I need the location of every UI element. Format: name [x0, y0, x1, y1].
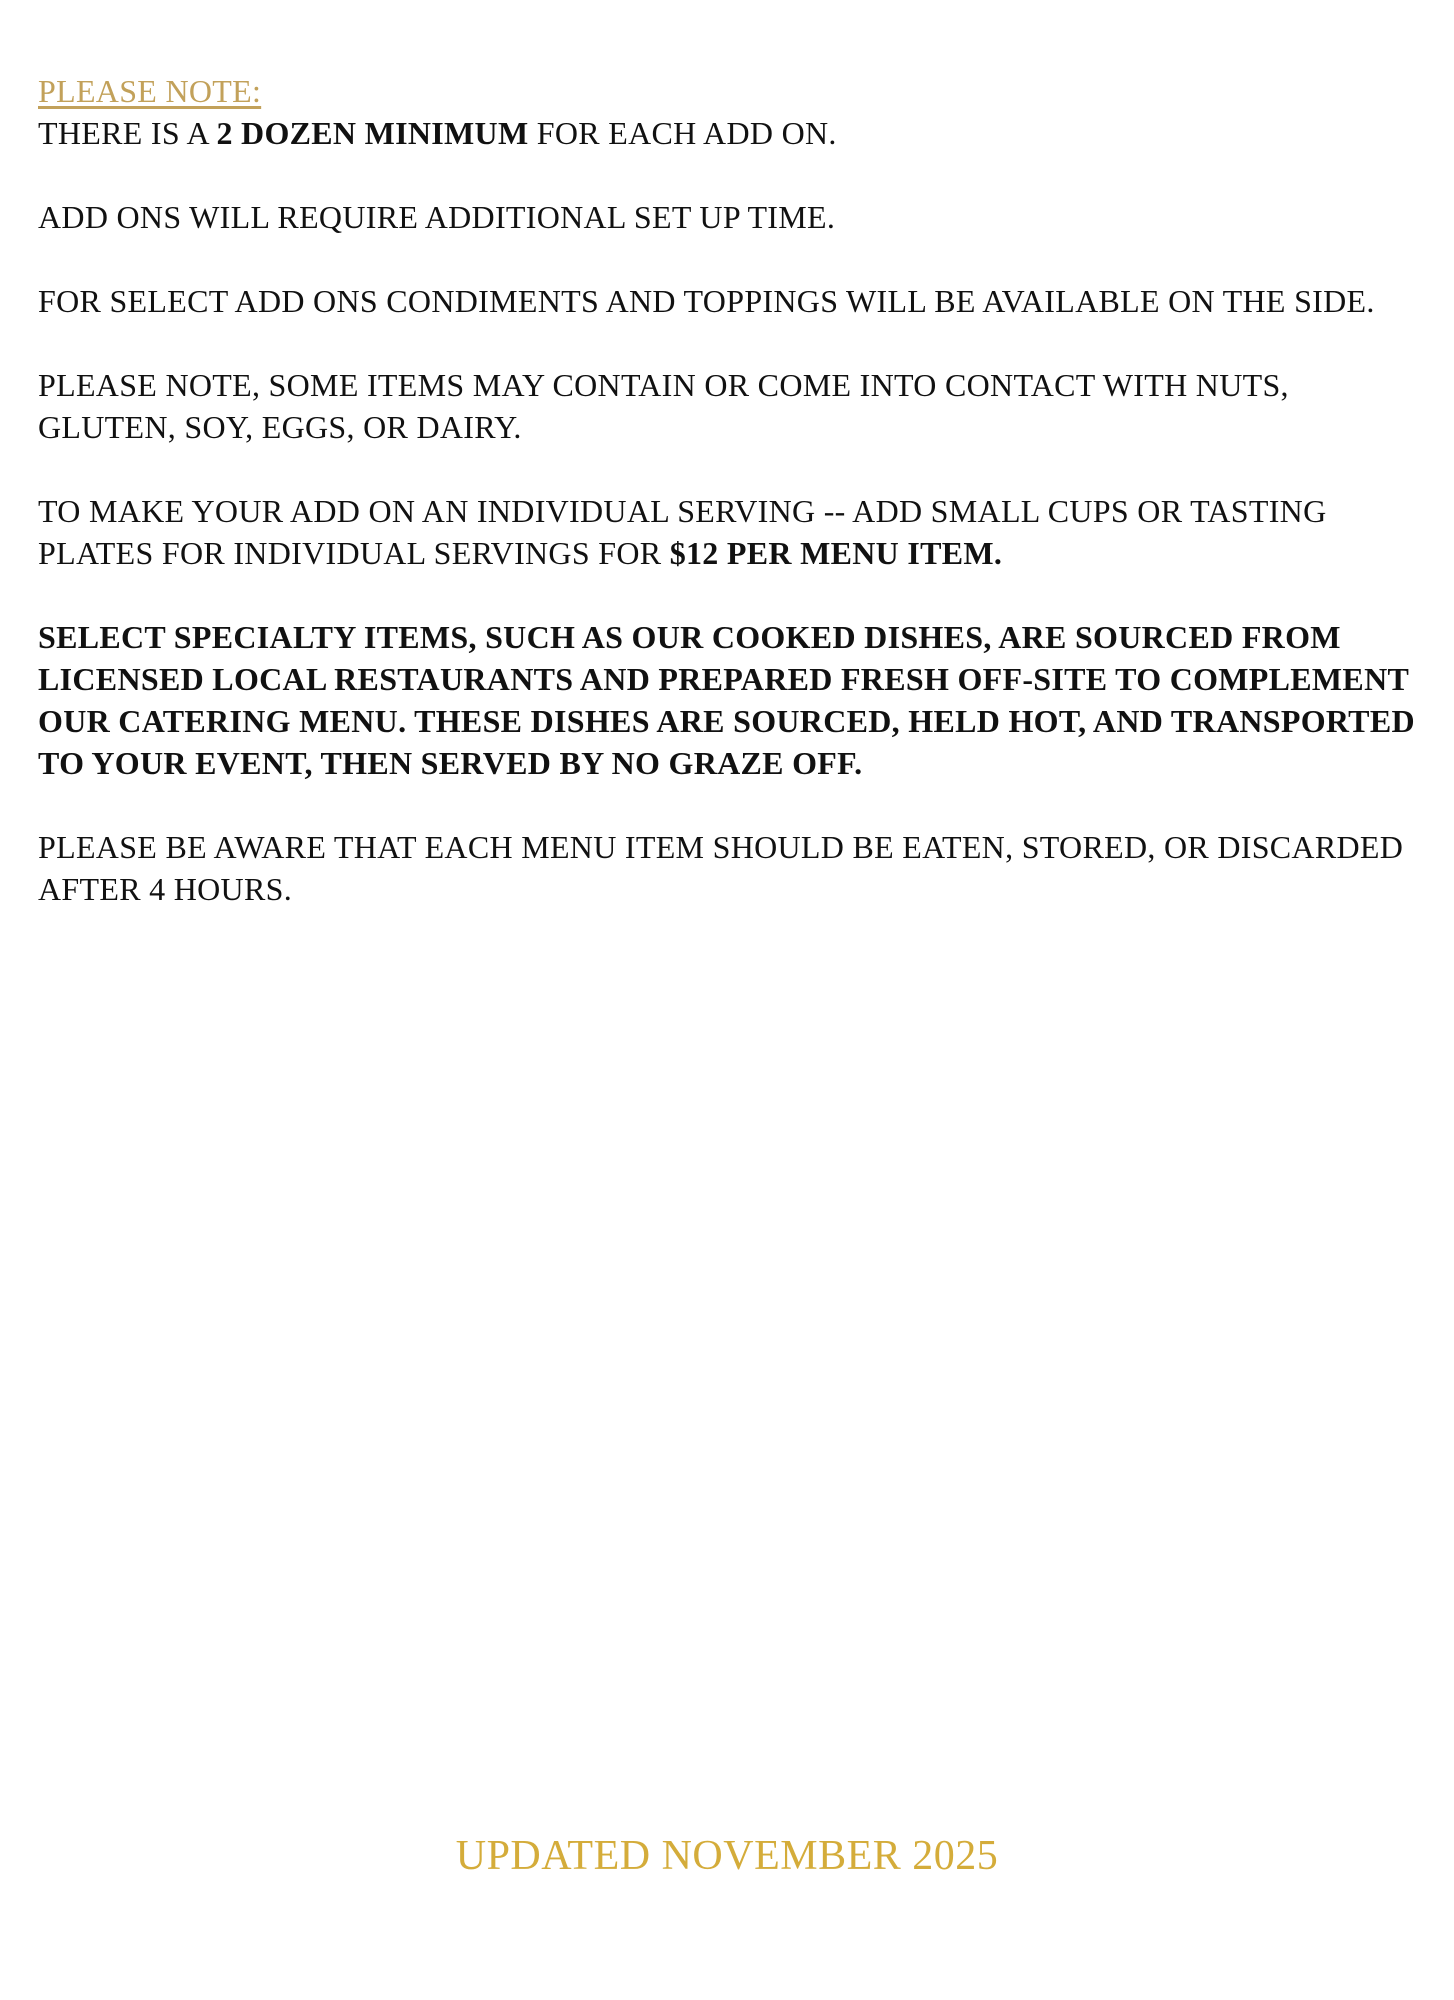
- setup-note: ADD ONS WILL REQUIRE ADDITIONAL SET UP TIME.: [38, 199, 836, 235]
- individual-serving-note: [38, 490, 1428, 574]
- individual-serving-text: TO MAKE YOUR ADD ON AN INDIVIDUAL SERVING -- ADD SMALL CUPS OR TASTING PLATES FOR INDIVIDUAL SERVINGS FOR: [38, 493, 1327, 571]
- specialty-items-note: SELECT SPECIALTY ITEMS, SUCH AS OUR COOKED DISHES, ARE SOURCED FROM LICENSED LOCAL RESTAURANTS AND PREPARED FRESH OFF-SITE TO COMPLEMENT OUR CATERING MENU. THESE DISHES ARE SOURCED, HELD HOT, AND TRANSPORTED TO YOUR EVENT, THEN SERVED BY NO GRAZE OFF.: [38, 619, 1415, 781]
- allergen-note: PLEASE NOTE, SOME ITEMS MAY CONTAIN OR COME INTO CONTACT WITH NUTS, GLUTEN, SOY, EGGS, OR DAIRY.: [38, 367, 1289, 445]
- updated-date-footer: UPDATED NOVEMBER 2025: [455, 1833, 999, 1879]
- notes-section: [38, 70, 1428, 952]
- condiments-note: FOR SELECT ADD ONS CONDIMENTS AND TOPPINGS WILL BE AVAILABLE ON THE SIDE.: [38, 283, 1375, 319]
- minimum-note-emphasis: 2 DOZEN MINIMUM: [216, 115, 529, 151]
- minimum-note: [38, 112, 1428, 154]
- storage-note: PLEASE BE AWARE THAT EACH MENU ITEM SHOULD BE EATEN, STORED, OR DISCARDED AFTER 4 HOURS.: [38, 829, 1404, 907]
- please-note-heading: PLEASE NOTE:: [38, 73, 262, 109]
- individual-serving-price: $12 PER MENU ITEM.: [669, 535, 1003, 571]
- minimum-note-tail: FOR EACH ADD ON.: [528, 115, 837, 151]
- minimum-note-text: THERE IS A: [38, 115, 217, 151]
